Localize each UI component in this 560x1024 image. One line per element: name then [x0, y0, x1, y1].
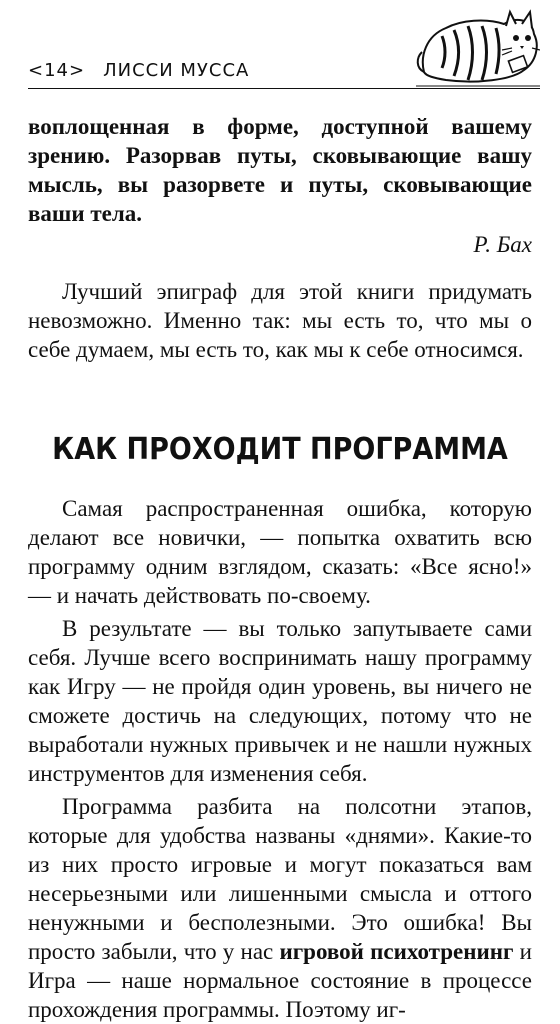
cat-illustration: [416, 6, 540, 88]
section-title: КАК ПРОХОДИТ ПРОГРАММА: [52, 432, 508, 467]
body-paragraph: [28, 792, 532, 1024]
body-paragraph: В результате — вы только запутываете сами себя. Лучше всего воспринимать нашу программу как Игру — не пройдя один уровень, вы ничего не сможете достичь на следующих, потому что не выработали нужных привычек и не нашли нужных инструментов для изменения себя.: [28, 616, 532, 786]
header-rule: [28, 88, 540, 89]
body-paragraph: Самая распространенная ошибка, которую делают все новички, — попытка охватить всю программу одним взглядом, сказать: «Все ясно!» — и начать действовать по-своему.: [28, 496, 532, 608]
paragraph-text: Программа разбита на полсотни этапов, которые для удобства названы «днями». Какие-то из них просто игровые и могут показаться вам несерьезными или лишенными смысла и оттого ненужными и бесполезными. Это ошибка! Вы просто забыли, что у нас: [28, 794, 532, 964]
bold-term: игровой психотренинг: [279, 939, 514, 964]
page-content: [28, 112, 532, 1024]
epigraph-text: воплощенная в форме, доступной вашему зрению. Разорвав путы, сковывающие вашу мысль, вы разорвете и путы, сковывающие ваши тела.: [28, 114, 532, 226]
header-author: ЛИССИ МУССА: [103, 60, 250, 81]
intro-paragraph: Лучший эпиграф для этой книги придумать невозможно. Именно так: мы есть то, что мы о себе думаем, мы есть то, как мы к себе относимся.: [28, 279, 532, 362]
epigraph-attribution: Р. Бах: [473, 232, 532, 257]
page-number: <14>: [28, 60, 86, 81]
running-header: [28, 0, 540, 98]
header-text: [28, 60, 249, 81]
paragraph-text: и Игра — наше нормальное состояние в процессе прохождения программы. Поэтому иг-: [28, 939, 532, 1022]
